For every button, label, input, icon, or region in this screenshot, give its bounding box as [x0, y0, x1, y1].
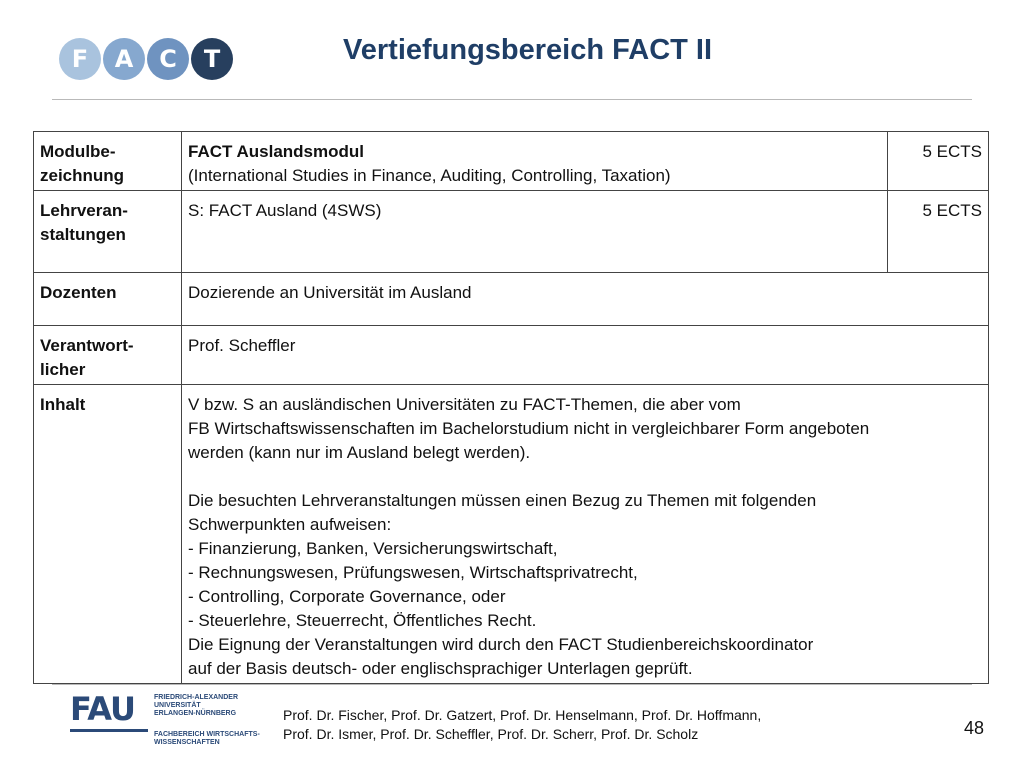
table-row [34, 132, 989, 191]
authors-text [283, 706, 761, 744]
logo-letter-t: T [191, 38, 233, 80]
content-line: Schwerpunkten aufweisen: [188, 515, 392, 534]
logo-letter-a: A [103, 38, 145, 80]
content-line: - Controlling, Corporate Governance, oder [188, 587, 506, 606]
table-row [34, 385, 989, 684]
content-line: Die Eignung der Veranstaltungen wird durch den FACT Studienbereichskoordinator [188, 635, 814, 654]
content-line: werden (kann nur im Ausland belegt werden). [188, 443, 531, 462]
fau-underline [70, 729, 148, 732]
fau-department-line: FACHBEREICH WIRTSCHAFTS- [154, 731, 260, 738]
content-line: - Rechnungswesen, Prüfungswesen, Wirtschaftsprivatrecht, [188, 563, 638, 582]
label-text: Verantwort- licher [40, 336, 134, 379]
row-label [34, 326, 182, 385]
paragraph-gap [188, 465, 982, 489]
footer-divider [52, 684, 972, 685]
content-line: auf der Basis deutsch- oder englischsprachiger Unterlagen geprüft. [188, 659, 693, 678]
fau-logo [70, 690, 260, 746]
label-text: Lehrveran- staltungen [40, 201, 128, 244]
row-label: Dozenten [34, 273, 182, 326]
authors-line: Prof. Dr. Ismer, Prof. Dr. Scheffler, Prof. Dr. Scherr, Prof. Dr. Scholz [283, 726, 699, 742]
row-content [182, 132, 888, 191]
content-line: V bzw. S an ausländischen Universitäten zu FACT-Themen, die aber vom [188, 395, 741, 414]
row-content [182, 326, 989, 385]
authors-line: Prof. Dr. Fischer, Prof. Dr. Gatzert, Prof. Dr. Henselmann, Prof. Dr. Hoffmann, [283, 707, 762, 723]
fau-university-name [154, 694, 244, 718]
row-label [34, 191, 182, 273]
module-table [33, 131, 989, 684]
content-line: Die besuchten Lehrveranstaltungen müssen einen Bezug zu Themen mit folgenden [188, 491, 817, 510]
row-content [182, 385, 989, 684]
logo-letter-c: C [147, 38, 189, 80]
fau-department [154, 731, 274, 747]
logo-letter-f: F [59, 38, 101, 80]
row-content [182, 273, 989, 326]
fau-university-line: ERLANGEN-NÜRNBERG [154, 710, 237, 717]
lecturer-text: Dozierende an Universität im Ausland [188, 283, 472, 302]
row-label [34, 132, 182, 191]
content-line: - Steuerlehre, Steuerrecht, Öffentliches Recht. [188, 611, 537, 630]
page-title: Vertiefungsbereich FACT II [343, 34, 713, 66]
table-row [34, 326, 989, 385]
table-row [34, 273, 989, 326]
page-number: 48 [964, 718, 985, 738]
ects-value: 5 ECTS [888, 132, 989, 191]
fau-department-line: WISSENSCHAFTEN [154, 739, 220, 746]
table-row [34, 191, 989, 273]
module-name: FACT Auslandsmodul [188, 142, 364, 161]
header-divider [52, 99, 972, 100]
content-line: - Finanzierung, Banken, Versicherungswirtschaft, [188, 539, 558, 558]
fau-university-line: FRIEDRICH-ALEXANDER [154, 694, 238, 701]
module-subtitle: (International Studies in Finance, Auditing, Controlling, Taxation) [188, 166, 671, 185]
row-content [182, 191, 888, 273]
fau-university-line: UNIVERSITÄT [154, 702, 201, 709]
row-label: Inhalt [34, 385, 182, 684]
content-line: FB Wirtschaftswissenschaften im Bachelorstudium nicht in vergleichbarer Form angeboten [188, 419, 870, 438]
course-text: S: FACT Ausland (4SWS) [188, 201, 382, 220]
label-text: Modulbe- zeichnung [40, 142, 125, 185]
fact-logo [59, 38, 235, 80]
responsible-text: Prof. Scheffler [188, 336, 296, 355]
ects-value: 5 ECTS [888, 191, 989, 273]
fau-wordmark: FAU [70, 690, 135, 728]
